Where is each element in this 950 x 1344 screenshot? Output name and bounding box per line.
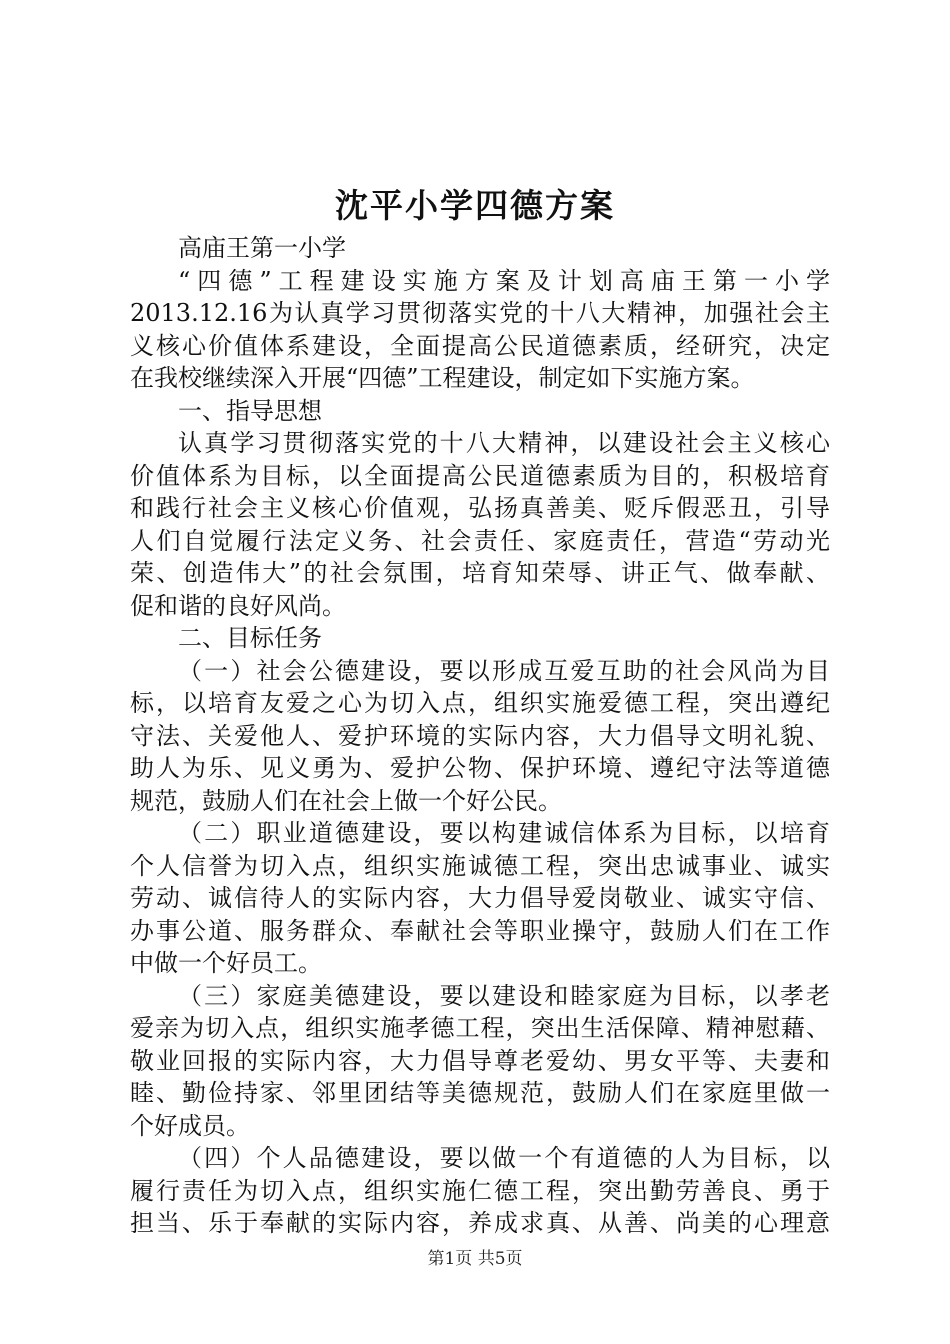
text-line: 二、目标任务: [178, 624, 322, 652]
text-line: 和践行社会主义核心价值观，弘扬真善美、贬斥假恶丑，引导: [130, 494, 830, 522]
text-line: 标，以培育友爱之心为切入点，组织实施爱德工程，突出遵纪: [130, 689, 830, 717]
document-title: 沈平小学四德方案: [335, 186, 615, 225]
text-line: 在我校继续深入开展“四德”工程建设，制定如下实施方案。: [130, 364, 755, 392]
text-line: 守法、关爱他人、爱护环境的实际内容，大力倡导文明礼貌、: [130, 721, 830, 750]
text-line: 敬业回报的实际内容，大力倡导尊老爱幼、男女平等、夫妻和: [130, 1046, 830, 1075]
text-line: 个好成员。: [130, 1111, 250, 1140]
text-line: （二）职业道德建设，要以构建诚信体系为目标，以培育: [178, 819, 830, 847]
text-line: 助人为乐、见义勇为、爱护公物、保护环境、遵纪守法等道德: [130, 754, 830, 782]
text-line: 荣、创造伟大”的社会氛围，培育知荣辱、讲正气、做奉献、: [130, 559, 830, 587]
text-line: （三）家庭美德建设，要以建设和睦家庭为目标，以孝老: [178, 981, 830, 1010]
text-line: 履行责任为切入点，组织实施仁德工程，突出勤劳善良、勇于: [130, 1176, 830, 1205]
text-line: 睦、勤俭持家、邻里团结等美德规范，鼓励人们在家庭里做一: [130, 1079, 830, 1107]
text-line: 爱亲为切入点，组织实施孝德工程，突出生活保障、精神慰藉、: [130, 1014, 830, 1042]
text-line: 办事公道、服务群众、奉献社会等职业操守，鼓励人们在工作: [130, 916, 830, 945]
text-line: 认真学习贯彻落实党的十八大精神，以建设社会主义核心: [178, 429, 830, 457]
text-line: “四德”工程建设实施方案及计划高庙王第一小学: [178, 266, 830, 295]
text-line: 价值体系为目标，以全面提高公民道德素质为目的，积极培育: [130, 461, 830, 490]
text-line: 担当、乐于奉献的实际内容，养成求真、从善、尚美的心理意: [130, 1209, 830, 1237]
text-line: 规范，鼓励人们在社会上做一个好公民。: [130, 786, 562, 815]
text-line: 人们自觉履行法定义务、社会责任、家庭责任，营造“劳动光: [130, 526, 830, 555]
text-line: （四）个人品德建设，要以做一个有道德的人为目标，以: [178, 1144, 830, 1172]
text-line: （一）社会公德建设，要以形成互爱互助的社会风尚为目: [178, 656, 830, 685]
text-line: 一、指导思想: [178, 396, 322, 425]
text-line: 劳动、诚信待人的实际内容，大力倡导爱岗敬业、诚实守信、: [130, 884, 830, 912]
document-body: [130, 232, 830, 1240]
text-line: 促和谐的良好风尚。: [130, 591, 346, 620]
text-line: 中做一个好员工。: [130, 949, 322, 977]
text-line: 义核心价值体系建设，全面提高公民道德素质，经研究，决定: [130, 331, 830, 360]
text-line: 高庙王第一小学: [178, 234, 346, 262]
page-footer: 第1页 共5页: [427, 1249, 523, 1269]
text-line: 2013.12.16为认真学习贯彻落实党的十八大精神，加强社会主: [130, 299, 830, 327]
text-line: 个人信誉为切入点，组织实施诚德工程，突出忠诚事业、诚实: [130, 851, 830, 880]
